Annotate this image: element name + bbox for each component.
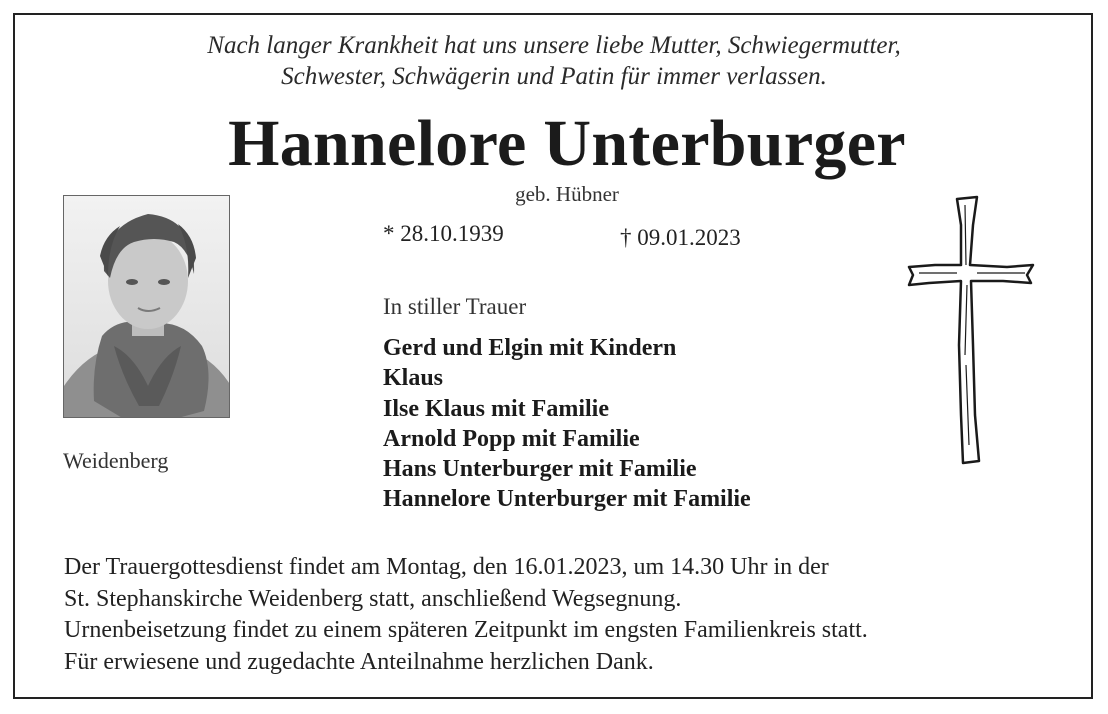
mourning-heading: In stiller Trauer <box>383 294 527 319</box>
mourner-name: Arnold Popp mit Familie <box>383 425 640 452</box>
mourner-name: Ilse Klaus mit Familie <box>383 395 609 422</box>
notice-line: Für erwiesene und zugedachte Anteilnahme herzlichen Dank. <box>64 648 654 675</box>
notice-line: Der Trauergottesdienst findet am Montag, den 16.01.2023, um 14.30 Uhr in der <box>64 554 829 580</box>
mourner-list <box>383 333 751 515</box>
place-of-residence: Weidenberg <box>63 448 169 473</box>
birth-date: * 28.10.1939 <box>383 221 504 246</box>
notice-line: Urnenbeisetzung findet zu einem späteren Zeitpunkt im engsten Familienkreis statt. <box>64 617 868 643</box>
portrait-photo <box>63 195 230 418</box>
service-notice <box>64 552 868 678</box>
intro-line-1: Nach langer Krankheit hat uns unsere liebe Mutter, Schwiegermutter, <box>207 32 901 59</box>
intro-line-2: Schwester, Schwägerin und Patin für immer verlassen. <box>281 63 827 90</box>
notice-line: St. Stephanskirche Weidenberg statt, anschließend Wegsegnung. <box>64 585 682 612</box>
death-date: † 09.01.2023 <box>620 225 741 250</box>
birth-name: geb. Hübner <box>515 182 619 206</box>
mourner-name: Klaus <box>383 365 444 392</box>
deceased-name: Hannelore Unterburger <box>228 107 906 180</box>
mourner-name: Hans Unterburger mit Familie <box>383 456 697 483</box>
mourner-name: Hannelore Unterburger mit Familie <box>383 486 751 513</box>
portrait-illustration <box>64 196 230 418</box>
cross-icon <box>907 195 1035 465</box>
mourner-name: Gerd und Elgin mit Kindern <box>383 335 677 361</box>
